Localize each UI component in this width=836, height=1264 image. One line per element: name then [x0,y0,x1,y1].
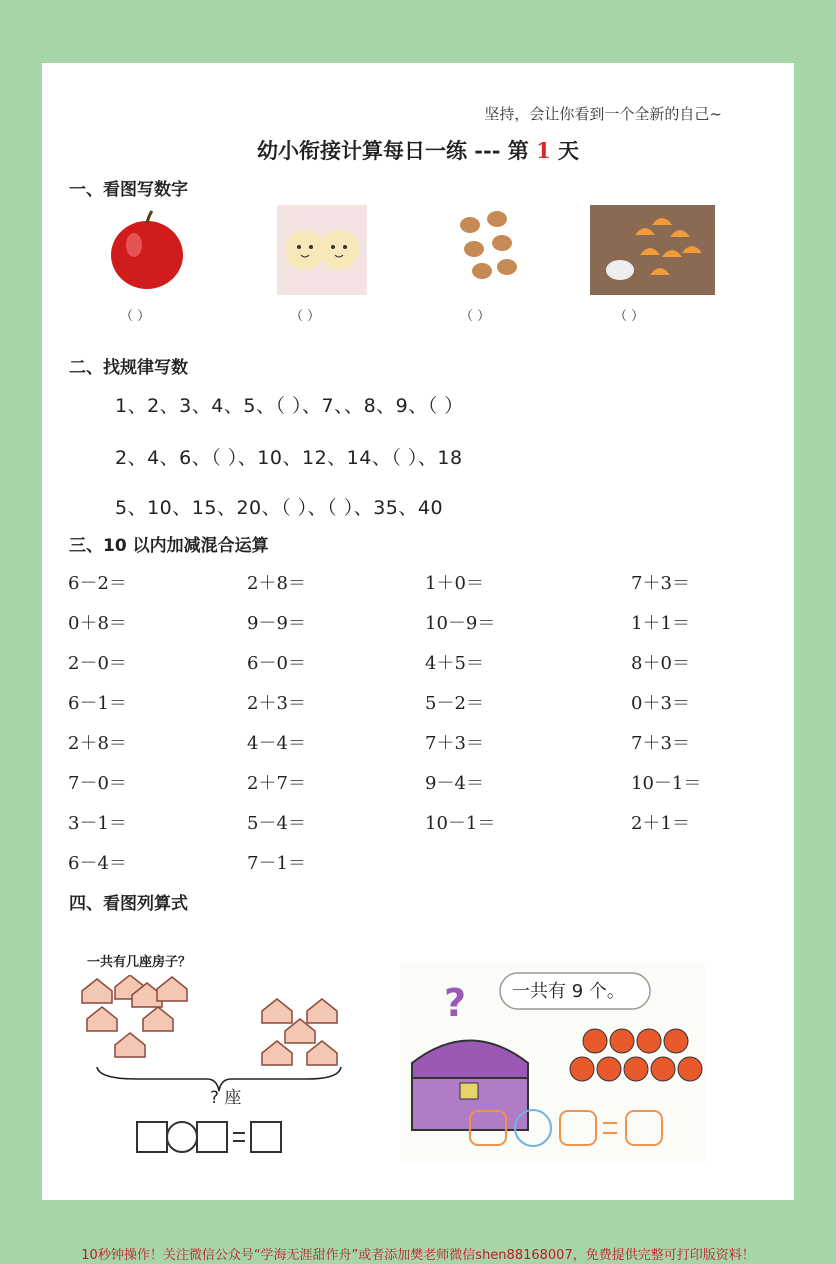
equation: 7＋3＝ [425,733,484,754]
houses-unit-label: ? 座 [210,1088,242,1108]
equation: 10－1＝ [631,773,702,794]
equation: 2＋1＝ [631,813,690,834]
equation: 6－2＝ [68,573,127,594]
title-prefix: 幼小衔接计算每日一练 --- 第 [256,138,529,163]
question-mark-icon: ? [444,981,467,1025]
equation: 9－4＝ [425,773,484,794]
equation: 2＋3＝ [247,693,306,714]
equation: 2＋8＝ [68,733,127,754]
page-title [42,135,794,165]
houses-question: 一共有几座房子？ [87,955,192,970]
title-suffix: 天 [558,138,580,163]
equation: 1＋1＝ [631,613,690,634]
equation: 8＋0＝ [631,653,690,674]
houses-equation-boxes [135,1118,285,1156]
equation: 9－9＝ [247,613,306,634]
equation: 5－2＝ [425,693,484,714]
answer-paren-eggs: （ ） [460,309,491,324]
equation: 2－0＝ [68,653,127,674]
orange-slices-picture [590,205,715,295]
equation: 7＋3＝ [631,573,690,594]
equation: 5－4＝ [247,813,306,834]
equation: 0＋8＝ [68,613,127,634]
equation: 10－1＝ [425,813,496,834]
equation: 4－4＝ [247,733,306,754]
answer-paren-cookies: （ ） [290,309,321,324]
equation: 2＋7＝ [247,773,306,794]
section4-heading: 四、看图列算式 [69,894,188,914]
equation: 7－1＝ [247,853,306,874]
equation: 1＋0＝ [425,573,484,594]
sequence-row-1: 1、2、3、4、5、（ ）、7、、8、9、（ ） [115,395,464,417]
apple-picture [102,205,192,295]
equation: 10－9＝ [425,613,496,634]
eggs-picture [452,205,522,295]
equation: 0＋3＝ [631,693,690,714]
equation: 7＋3＝ [631,733,690,754]
equation: 6－4＝ [68,853,127,874]
equation: 6－1＝ [68,693,127,714]
equation: 4＋5＝ [425,653,484,674]
worksheet-page [42,63,794,1200]
section1-heading: 一、看图写数字 [69,180,188,200]
title-day: 1 [536,138,551,163]
equation: 2＋8＝ [247,573,306,594]
answer-paren-oranges: （ ） [614,309,645,324]
motto-text: 坚持，会让你看到一个全新的自己~ [484,105,722,123]
footer-promo: 10秒钟操作！关注微信公众号“学海无涯甜作舟”或者添加樊老师微信shen88168007，免费提供完整可打印版资料！ [81,1248,755,1263]
treasure-bubble-text: 一共有 9 个。 [512,981,625,1002]
section3-heading: 三、10 以内加减混合运算 [69,536,269,556]
section2-heading: 二、找规律写数 [69,358,188,378]
sequence-row-3: 5、10、15、20、（ ）、（ ）、35、40 [115,497,444,519]
cookies-picture [277,205,367,295]
equation: 7－0＝ [68,773,127,794]
answer-paren-apple: （ ） [120,309,151,324]
sequence-row-2: 2、4、6、（ ）、10、12、14、（ ）、18 [115,447,463,469]
equation: 3－1＝ [68,813,127,834]
equation: 6－0＝ [247,653,306,674]
